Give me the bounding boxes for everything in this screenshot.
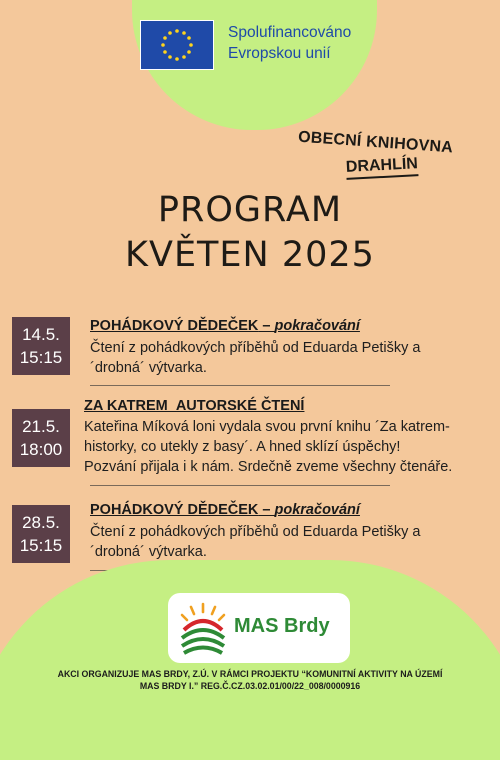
program-title: PROGRAM bbox=[157, 190, 343, 230]
event-title bbox=[90, 318, 360, 334]
event-desc-line: Čtení z pohádkových příběhů od Eduarda Petišky a bbox=[90, 524, 421, 540]
mas-name: MAS Brdy bbox=[234, 615, 330, 637]
event-desc-line: Pozvání přijala i k nám. Srdečně zveme všechny čtenáře. bbox=[84, 459, 453, 475]
divider bbox=[90, 385, 390, 386]
eu-line-1: Spolufinancováno bbox=[228, 24, 352, 41]
event-desc-line: ´drobná´ výtvarka. bbox=[90, 360, 207, 376]
event-title-em: pokračování bbox=[274, 502, 360, 518]
event-title-sep: – bbox=[258, 502, 275, 518]
month-title: KVĚTEN 2025 bbox=[125, 235, 375, 275]
event-title bbox=[84, 398, 304, 414]
event-date: 14.5. bbox=[22, 325, 60, 344]
event-title-main: POHÁDKOVÝ DĚDEČEK bbox=[90, 502, 259, 518]
footer-note bbox=[0, 668, 500, 692]
library-name: OBECNÍ KNIHOVNA bbox=[297, 128, 454, 157]
event-date: 28.5. bbox=[22, 513, 60, 532]
event-description bbox=[84, 417, 452, 477]
event-title-sep: – bbox=[258, 318, 275, 334]
event-date: 21.5. bbox=[22, 417, 60, 436]
event-description bbox=[90, 522, 420, 562]
event-date-box bbox=[12, 409, 70, 467]
divider bbox=[90, 485, 390, 486]
event-title bbox=[90, 502, 360, 518]
event-time: 15:15 bbox=[19, 536, 63, 555]
mas-logo-card bbox=[168, 593, 350, 663]
eu-line-2: Evropskou unií bbox=[228, 45, 331, 62]
footer-line-2: MAS BRDY I.” REG.Č.CZ.03.02.01/00/22_008/0000916 bbox=[139, 681, 361, 691]
sun-fields-logo-icon bbox=[176, 600, 230, 656]
event-description bbox=[90, 338, 420, 378]
event-title-main: POHÁDKOVÝ DĚDEČEK bbox=[90, 318, 259, 334]
event-title-main: ZA KATREM_AUTORSKÉ ČTENÍ bbox=[84, 398, 305, 414]
footer-line-1: AKCI ORGANIZUJE MAS BRDY, Z.Ú. V RÁMCI PROJEKTU “KOMUNITNÍ AKTIVITY NA ÚZEMÍ bbox=[57, 669, 443, 679]
event-desc-line: ´drobná´ výtvarka. bbox=[90, 544, 207, 560]
event-title-em: pokračování bbox=[274, 318, 360, 334]
eu-flag-icon bbox=[140, 20, 214, 70]
event-date-box bbox=[12, 505, 70, 563]
event-date-box bbox=[12, 317, 70, 375]
eu-cofinancing-text bbox=[228, 22, 351, 64]
event-time: 15:15 bbox=[19, 348, 63, 367]
library-place: DRAHLÍN bbox=[345, 155, 418, 180]
eu-stars-icon bbox=[141, 21, 213, 69]
event-desc-line: Čtení z pohádkových příběhů od Eduarda Petišky a bbox=[90, 340, 421, 356]
event-desc-line: historky, co utekly z basy´. A hned sklízí úspěchy! bbox=[84, 439, 401, 455]
event-time: 18:00 bbox=[19, 440, 63, 459]
event-desc-line: Kateřina Míková loni vydala svou první knihu ´Za katrem- bbox=[84, 419, 450, 435]
